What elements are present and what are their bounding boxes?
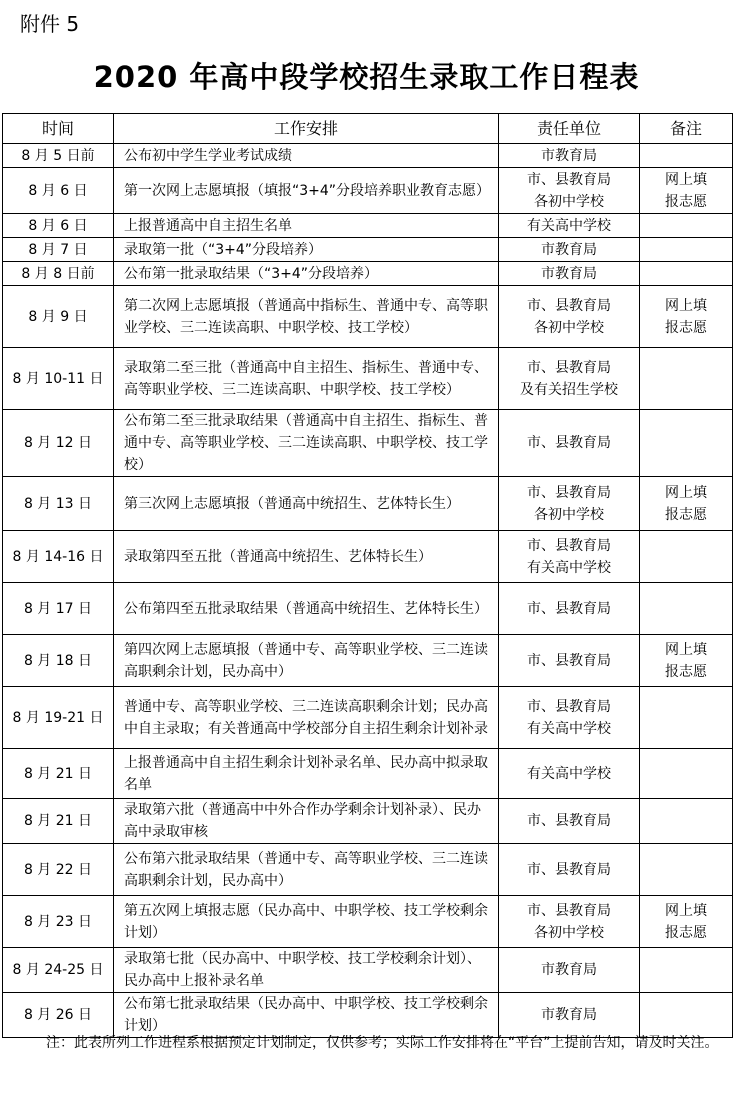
row-unit: 市、县教育局 各初中学校 xyxy=(499,477,640,531)
row-note xyxy=(640,144,733,168)
row-time: 8 月 9 日 xyxy=(3,286,114,348)
row-unit: 市、县教育局 有关高中学校 xyxy=(499,687,640,749)
row-note xyxy=(640,262,733,286)
table-row xyxy=(3,348,733,410)
row-note xyxy=(640,583,733,635)
row-unit: 市教育局 xyxy=(499,948,640,993)
row-unit: 市、县教育局 有关高中学校 xyxy=(499,531,640,583)
row-note xyxy=(640,238,733,262)
row-task: 第一次网上志愿填报（填报“3+4”分段培养职业教育志愿） xyxy=(114,168,499,214)
row-task: 上报普通高中自主招生剩余计划补录名单、民办高中拟录取名单 xyxy=(114,749,499,799)
row-time: 8 月 23 日 xyxy=(3,896,114,948)
footnote: 注：此表所列工作进程系根据预定计划制定，仅供参考；实际工作安排将在“平台”上提前告知，请及时关注。 xyxy=(46,1035,719,1051)
row-task: 第二次网上志愿填报（普通高中指标生、普通中专、高等职业学校、三二连读高职、中职学校、技工学校） xyxy=(114,286,499,348)
table-row xyxy=(3,168,733,214)
table-row xyxy=(3,410,733,477)
row-note xyxy=(640,749,733,799)
schedule-body xyxy=(3,144,733,1038)
table-row xyxy=(3,214,733,238)
row-unit: 市教育局 xyxy=(499,238,640,262)
row-time: 8 月 19-21 日 xyxy=(3,687,114,749)
row-unit: 市、县教育局 及有关招生学校 xyxy=(499,348,640,410)
row-task: 公布初中学生学业考试成绩 xyxy=(114,144,499,168)
row-time: 8 月 13 日 xyxy=(3,477,114,531)
row-task: 公布第四至五批录取结果（普通高中统招生、艺体特长生） xyxy=(114,583,499,635)
row-unit: 市、县教育局 xyxy=(499,410,640,477)
row-time: 8 月 8 日前 xyxy=(3,262,114,286)
header-note: 备注 xyxy=(640,114,733,144)
schedule-table xyxy=(2,113,733,1038)
row-note xyxy=(640,687,733,749)
table-row xyxy=(3,948,733,993)
row-time: 8 月 22 日 xyxy=(3,844,114,896)
row-unit: 市、县教育局 各初中学校 xyxy=(499,286,640,348)
row-task: 第五次网上填报志愿（民办高中、中职学校、技工学校剩余计划） xyxy=(114,896,499,948)
header-unit: 责任单位 xyxy=(499,114,640,144)
table-row xyxy=(3,477,733,531)
table-row xyxy=(3,262,733,286)
row-unit: 市教育局 xyxy=(499,262,640,286)
row-note xyxy=(640,948,733,993)
row-time: 8 月 24-25 日 xyxy=(3,948,114,993)
table-row xyxy=(3,993,733,1038)
row-note xyxy=(640,531,733,583)
table-row xyxy=(3,144,733,168)
row-note xyxy=(640,799,733,844)
row-note xyxy=(640,844,733,896)
row-time: 8 月 10-11 日 xyxy=(3,348,114,410)
row-time: 8 月 5 日前 xyxy=(3,144,114,168)
row-unit: 市教育局 xyxy=(499,144,640,168)
table-row xyxy=(3,844,733,896)
row-note: 网上填 报志愿 xyxy=(640,477,733,531)
table-row xyxy=(3,635,733,687)
attachment-label: 附件 5 xyxy=(20,12,80,36)
row-unit: 市、县教育局 xyxy=(499,844,640,896)
row-task: 录取第四至五批（普通高中统招生、艺体特长生） xyxy=(114,531,499,583)
header-time: 时间 xyxy=(3,114,114,144)
row-time: 8 月 18 日 xyxy=(3,635,114,687)
table-row xyxy=(3,687,733,749)
table-row xyxy=(3,583,733,635)
row-task: 公布第七批录取结果（民办高中、中职学校、技工学校剩余计划） xyxy=(114,993,499,1038)
row-note: 网上填 报志愿 xyxy=(640,168,733,214)
row-time: 8 月 6 日 xyxy=(3,214,114,238)
row-task: 录取第六批（普通高中中外合作办学剩余计划补录）、民办高中录取审核 xyxy=(114,799,499,844)
row-unit: 有关高中学校 xyxy=(499,214,640,238)
row-task: 录取第七批（民办高中、中职学校、技工学校剩余计划）、民办高中上报补录名单 xyxy=(114,948,499,993)
row-task: 上报普通高中自主招生名单 xyxy=(114,214,499,238)
row-time: 8 月 21 日 xyxy=(3,749,114,799)
row-time: 8 月 6 日 xyxy=(3,168,114,214)
row-note xyxy=(640,993,733,1038)
row-note xyxy=(640,214,733,238)
table-row xyxy=(3,749,733,799)
table-header-row xyxy=(3,114,733,144)
table-row xyxy=(3,531,733,583)
row-time: 8 月 12 日 xyxy=(3,410,114,477)
row-note xyxy=(640,410,733,477)
row-time: 8 月 17 日 xyxy=(3,583,114,635)
row-time: 8 月 14-16 日 xyxy=(3,531,114,583)
row-unit: 市、县教育局 各初中学校 xyxy=(499,896,640,948)
table-row xyxy=(3,286,733,348)
row-task: 第三次网上志愿填报（普通高中统招生、艺体特长生） xyxy=(114,477,499,531)
row-note: 网上填 报志愿 xyxy=(640,286,733,348)
row-note: 网上填 报志愿 xyxy=(640,896,733,948)
row-task: 录取第二至三批（普通高中自主招生、指标生、普通中专、高等职业学校、三二连读高职、中职学校、技工学校） xyxy=(114,348,499,410)
row-note xyxy=(640,348,733,410)
table-row xyxy=(3,238,733,262)
row-task: 第四次网上志愿填报（普通中专、高等职业学校、三二连读高职剩余计划，民办高中） xyxy=(114,635,499,687)
row-task: 公布第一批录取结果（“3+4”分段培养） xyxy=(114,262,499,286)
row-time: 8 月 21 日 xyxy=(3,799,114,844)
row-note: 网上填 报志愿 xyxy=(640,635,733,687)
row-unit: 市、县教育局 xyxy=(499,799,640,844)
page-title: 2020 年高中段学校招生录取工作日程表 xyxy=(93,60,640,94)
row-time: 8 月 26 日 xyxy=(3,993,114,1038)
row-task: 公布第六批录取结果（普通中专、高等职业学校、三二连读高职剩余计划，民办高中） xyxy=(114,844,499,896)
row-unit: 市、县教育局 xyxy=(499,635,640,687)
table-row xyxy=(3,896,733,948)
row-unit: 有关高中学校 xyxy=(499,749,640,799)
table-row xyxy=(3,799,733,844)
row-unit: 市、县教育局 xyxy=(499,583,640,635)
row-task: 普通中专、高等职业学校、三二连读高职剩余计划；民办高中自主录取；有关普通高中学校部分自主招生剩余计划补录 xyxy=(114,687,499,749)
row-task: 公布第二至三批录取结果（普通高中自主招生、指标生、普通中专、高等职业学校、三二连读高职、中职学校、技工学校） xyxy=(114,410,499,477)
row-time: 8 月 7 日 xyxy=(3,238,114,262)
row-task: 录取第一批（“3+4”分段培养） xyxy=(114,238,499,262)
header-task: 工作安排 xyxy=(114,114,499,144)
row-unit: 市教育局 xyxy=(499,993,640,1038)
row-unit: 市、县教育局 各初中学校 xyxy=(499,168,640,214)
